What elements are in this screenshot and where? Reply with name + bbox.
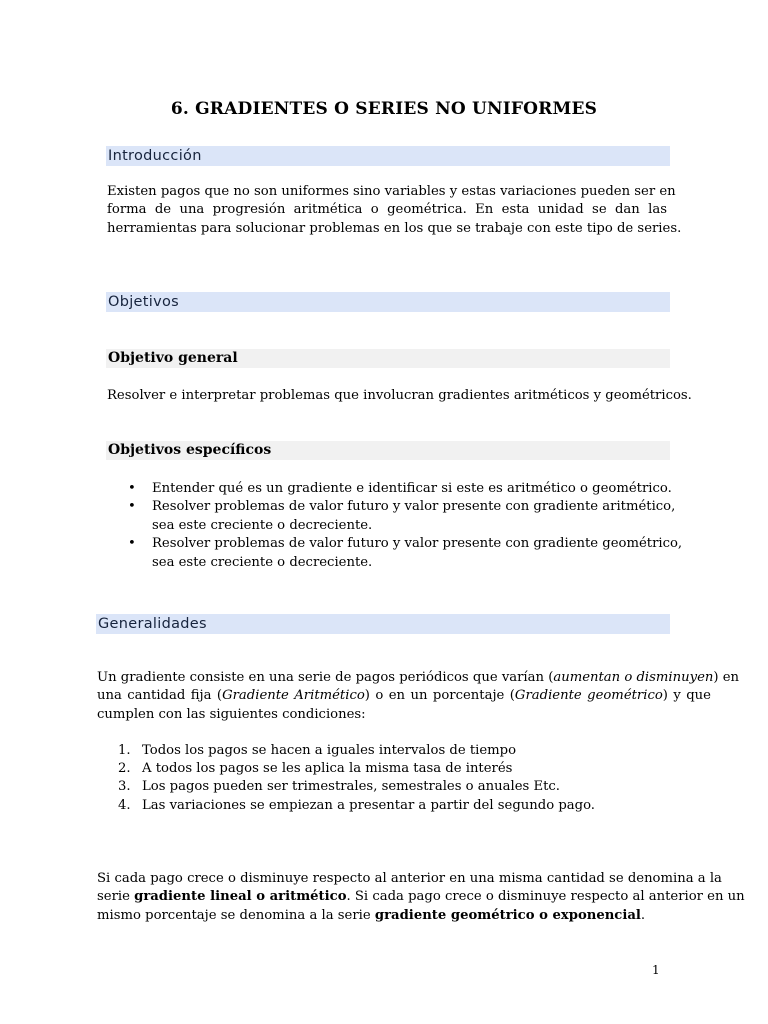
list-item-text: Las variaciones se empiezan a presentar a partir del segundo pago. xyxy=(142,797,595,813)
italic-run: aumentan o disminuyen xyxy=(553,670,714,685)
list-item-text: sea este creciente o decreciente. xyxy=(152,554,373,570)
text-run: . xyxy=(640,907,646,923)
objective-general-text xyxy=(107,387,692,405)
section-heading-label: Introducción xyxy=(108,148,202,164)
intro-line: herramientas para solucionar problemas en los que se trabaje con este tipo de series. xyxy=(107,220,682,236)
text-run: ) en xyxy=(713,670,740,685)
list-number: 3. xyxy=(118,779,131,795)
text-run: Un gradiente consiste en una serie de pagos periódicos que varían ( xyxy=(97,670,554,685)
section-heading-introduccion xyxy=(106,146,670,166)
list-item xyxy=(97,760,697,778)
specific-objectives-list xyxy=(107,480,683,572)
paragraph-line xyxy=(97,669,740,687)
italic-run: Gradiente geométrico xyxy=(514,688,663,704)
paragraph-line xyxy=(97,888,745,906)
list-item xyxy=(107,480,672,498)
list-item xyxy=(97,778,697,796)
page-title: 6. GRADIENTES O SERIES NO UNIFORMES xyxy=(170,99,598,119)
text-run: una cantidad fija ( xyxy=(97,688,223,704)
section-heading-objetivos xyxy=(106,292,670,312)
subheading-label: Objetivos específicos xyxy=(108,442,272,458)
text-run: . Si cada pago crece o disminuye respecto al anterior en un xyxy=(346,889,745,905)
subheading-label: Objetivo general xyxy=(108,350,238,366)
generalities-paragraph-2 xyxy=(97,870,745,925)
bold-run: gradiente lineal o aritmético xyxy=(134,889,347,905)
paragraph-line: cumplen con las siguientes condiciones: xyxy=(97,706,366,722)
subheading-objetivos-especificos xyxy=(106,441,670,460)
bullet-icon: • xyxy=(128,481,136,496)
list-number: 2. xyxy=(118,761,131,777)
paragraph-line xyxy=(97,907,711,925)
list-item-text: A todos los pagos se les aplica la misma tasa de interés xyxy=(142,761,513,777)
text-run: mismo porcentaje se denomina a la serie xyxy=(97,907,375,923)
conditions-list xyxy=(97,742,697,815)
intro-paragraph xyxy=(107,183,682,238)
section-heading-label: Generalidades xyxy=(98,616,207,632)
bullet-icon: • xyxy=(128,536,136,552)
italic-run: Gradiente Aritmético xyxy=(222,688,365,704)
list-item xyxy=(107,535,683,572)
section-heading-label: Objetivos xyxy=(108,294,179,310)
intro-line: Existen pagos que no son uniformes sino variables y estas variaciones pueden ser en xyxy=(107,184,676,199)
list-number: 4. xyxy=(118,797,131,813)
list-item-text: Resolver problemas de valor futuro y valor presente con gradiente geométrico, xyxy=(152,536,683,552)
paragraph-line xyxy=(97,687,711,705)
text-run: ) y que xyxy=(662,688,711,704)
list-item xyxy=(97,742,697,760)
list-item-text: Resolver problemas de valor futuro y valor presente con gradiente aritmético, xyxy=(152,499,676,515)
list-item-text: Entender qué es un gradiente e identificar si este es aritmético o geométrico. xyxy=(152,481,672,496)
section-heading-generalidades xyxy=(96,614,670,634)
text-run: ) o en un porcentaje ( xyxy=(364,688,515,704)
intro-line: forma de una progresión aritmética o geométrica. En esta unidad se dan las xyxy=(107,202,667,218)
generalities-paragraph-1 xyxy=(97,669,740,724)
bold-run: gradiente geométrico o exponencial xyxy=(374,907,641,923)
list-item-text: Todos los pagos se hacen a iguales intervalos de tiempo xyxy=(142,743,517,758)
list-item-text: Los pagos pueden ser trimestrales, semestrales o anuales Etc. xyxy=(142,779,561,795)
list-item-text: sea este creciente o decreciente. xyxy=(152,517,373,533)
list-item xyxy=(107,498,676,535)
list-item xyxy=(97,797,697,815)
bullet-icon: • xyxy=(128,499,136,515)
list-number: 1. xyxy=(118,743,131,758)
page-number: 1 xyxy=(652,963,660,977)
paragraph-line: Si cada pago crece o disminuye respecto al anterior en una misma cantidad se denomina a la xyxy=(97,871,722,886)
subheading-objetivo-general xyxy=(106,349,670,368)
objective-general-line: Resolver e interpretar problemas que involucran gradientes aritméticos y geométricos. xyxy=(107,388,692,403)
text-run: serie xyxy=(97,889,135,905)
